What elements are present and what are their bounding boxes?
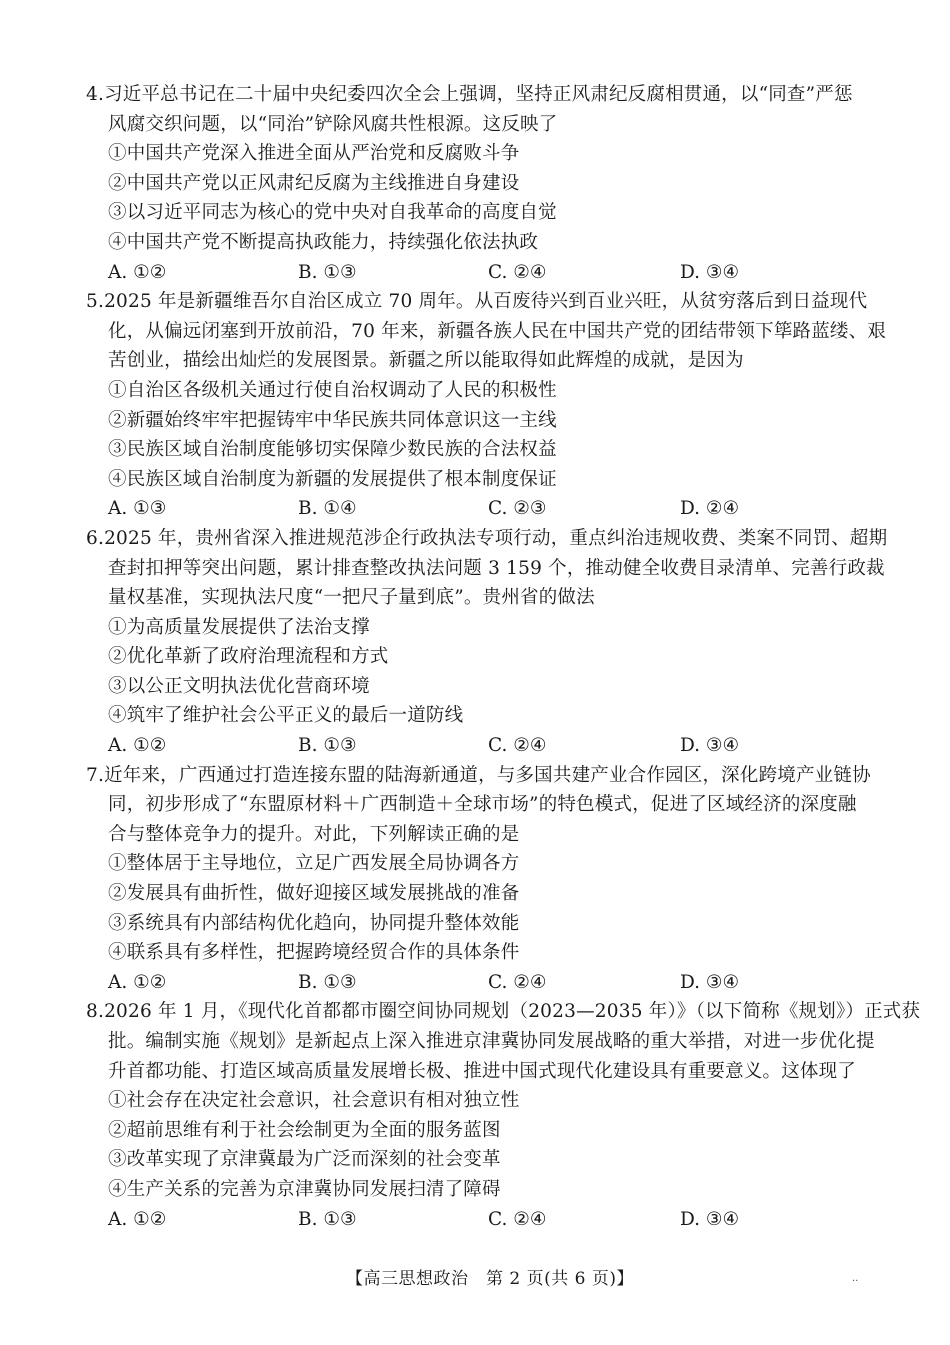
choice-a: A. ①② (108, 1208, 167, 1230)
choice-c: C. ②④ (488, 971, 547, 993)
question-stem-line: 量权基准，实现执法尺度“一把尺子量到底”。贵州省的做法 (108, 587, 595, 609)
question-6 (86, 524, 888, 761)
statement-option-2: ②发展具有曲折性，做好迎接区域发展挑战的准备 (108, 883, 520, 905)
choice-a: A. ①② (108, 971, 167, 993)
statement-option-2: ②超前思维有利于社会绘制更为全面的服务蓝图 (108, 1119, 501, 1141)
statement-option-4: ④联系具有多样性，把握跨境经贸合作的具体条件 (108, 942, 520, 964)
question-stem-line: 批。编制实施《规划》是新起点上深入推进京津冀协同发展战略的重大举措，对进一步优化提 (108, 1031, 875, 1052)
choice-b: B. ①③ (298, 1208, 357, 1230)
question-stem-line: 合与整体竞争力的提升。对此，下列解读正确的是 (108, 823, 520, 845)
question-stem-line: 6.2025 年，贵州省深入推进规范涉企行政执法专项行动，重点纠治违规收费、类案不同罚、超期 (86, 527, 888, 549)
question-number: 6. (86, 527, 105, 549)
statement-option-1: ①社会存在决定社会意识，社会意识有相对独立性 (108, 1090, 520, 1112)
statement-option-4: ④民族区域自治制度为新疆的发展提供了根本制度保证 (108, 468, 557, 490)
question-stem-line: 升首都功能、打造区域高质量发展增长极、推进中国式现代化建设具有重要意义。这体现了 (108, 1060, 857, 1082)
answer-choices (86, 494, 866, 524)
choice-b: B. ①③ (298, 261, 357, 283)
statement-option-1: ①自治区各级机关通过行使自治权调动了人民的积极性 (108, 379, 557, 401)
choice-b: B. ①③ (298, 735, 357, 757)
question-stem-line: 风腐交织问题，以“同治”铲除风腐共性根源。这反映了 (108, 113, 558, 135)
choice-a: A. ①② (108, 735, 167, 757)
statement-option-1: ①为高质量发展提供了法治支撑 (108, 616, 370, 638)
question-8 (86, 997, 921, 1234)
choice-d: D. ③④ (680, 735, 740, 757)
choice-c: C. ②④ (488, 261, 547, 283)
choice-a: A. ①③ (108, 498, 167, 520)
statement-option-2: ②新疆始终牢牢把握铸牢中华民族共同体意识这一主线 (108, 409, 557, 431)
statement-option-2: ②优化革新了政府治理流程和方式 (108, 646, 389, 668)
choice-d: D. ③④ (680, 261, 740, 283)
choice-b: B. ①④ (298, 498, 357, 520)
statement-option-1: ①中国共产党深入推进全面从严治党和反腐败斗争 (108, 143, 520, 165)
question-stem-line: 8.2026 年 1 月，《现代化首都都市圈空间协同规划（2023—2035 年）》（以下简称《规划》）正式获 (86, 1001, 921, 1023)
answer-choices (86, 258, 866, 288)
question-stem-line: 4.习近平总书记在二十届中央纪委四次全会上强调，坚持正风肃纪反腐相贯通，以“同查”严惩 (86, 84, 853, 105)
choice-c: C. ②③ (488, 498, 547, 520)
choice-b: B. ①③ (298, 971, 357, 993)
question-7 (86, 761, 871, 998)
question-number: 8. (86, 1001, 105, 1023)
question-number: 7. (86, 764, 105, 786)
question-5 (86, 287, 887, 524)
statement-option-4: ④生产关系的完善为京津冀协同发展扫清了障碍 (108, 1178, 501, 1200)
scan-mark: ·· (852, 1276, 859, 1287)
statement-option-1: ①整体居于主导地位，立足广西发展全局协调各方 (108, 853, 520, 875)
question-stem-line: 5.2025 年是新疆维吾尔自治区成立 70 周年。从百废待兴到百业兴旺，从贫穷落后到日益现代 (86, 291, 868, 313)
question-stem-line: 同，初步形成了“东盟原材料＋广西制造＋全球市场”的特色模式，促进了区域经济的深度融 (108, 794, 857, 816)
statement-option-2: ②中国共产党以正风肃纪反腐为主线推进自身建设 (108, 172, 520, 194)
choice-a: A. ①② (108, 261, 167, 283)
statement-option-3: ③系统具有内部结构优化趋向，协同提升整体效能 (108, 912, 520, 934)
statement-option-4: ④筑牢了维护社会公平正义的最后一道防线 (108, 705, 464, 727)
statement-option-3: ③以习近平同志为核心的党中央对自我革命的高度自觉 (108, 202, 557, 224)
choice-c: C. ②④ (488, 1208, 547, 1230)
statement-option-4: ④中国共产党不断提高执政能力，持续强化依法执政 (108, 231, 539, 253)
exam-page (86, 80, 921, 1234)
question-number: 5. (86, 291, 105, 313)
choice-d: D. ③④ (680, 1208, 740, 1230)
answer-choices (86, 968, 866, 998)
answer-choices (86, 1205, 866, 1235)
question-number: 4. (86, 84, 105, 105)
question-stem-line: 7.近年来，广西通过打造连接东盟的陆海新通道，与多国共建产业合作园区，深化跨境产业链协 (86, 764, 871, 786)
question-stem-line: 查封扣押等突出问题，累计排查整改执法问题 3 159 个，推动健全收费目录清单、完善行政裁 (108, 557, 885, 579)
choice-d: D. ③④ (680, 971, 740, 993)
statement-option-3: ③以公正文明执法优化营商环境 (108, 675, 370, 697)
statement-option-3: ③改革实现了京津冀最为广泛而深刻的社会变革 (108, 1149, 501, 1171)
answer-choices (86, 731, 866, 761)
question-4 (86, 80, 866, 287)
question-stem-line: 化，从偏远闭塞到开放前沿，70 年来，新疆各族人民在中国共产党的团结带领下筚路蓝缕、艰 (108, 320, 887, 342)
choice-d: D. ②④ (680, 498, 740, 520)
choice-c: C. ②④ (488, 735, 547, 757)
page-footer: 【高三思想政治 第 2 页(共 6 页)】 (345, 1269, 634, 1289)
question-stem-line: 苦创业，描绘出灿烂的发展图景。新疆之所以能取得如此辉煌的成就，是因为 (108, 350, 744, 372)
statement-option-3: ③民族区域自治制度能够切实保障少数民族的合法权益 (108, 439, 557, 461)
